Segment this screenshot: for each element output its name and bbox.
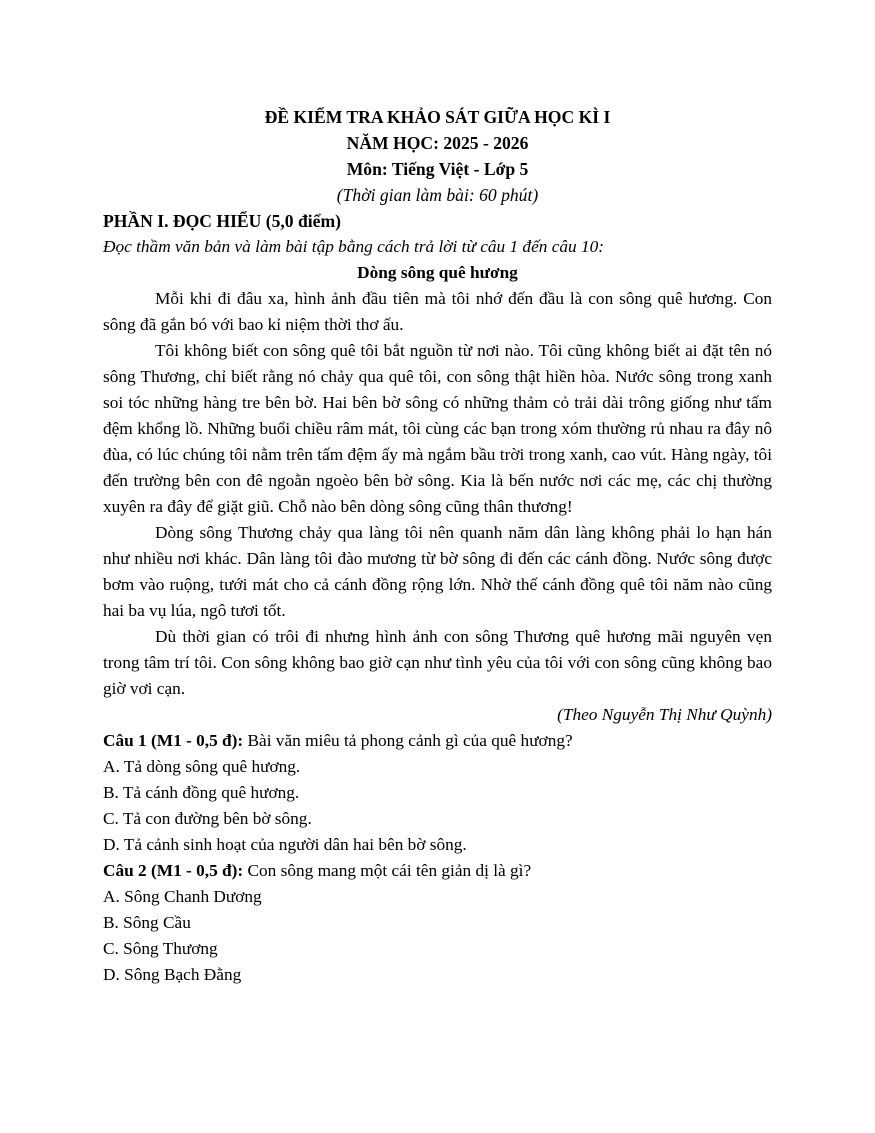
question-2-label: Câu 2 (M1 - 0,5 đ):: [103, 861, 244, 880]
story-paragraph-1: Mỗi khi đi đâu xa, hình ảnh đầu tiên mà tôi nhớ đến đầu là con sông quê hương. Con sông đã gắn bó với bao kỉ niệm thời thơ ấu.: [103, 289, 772, 334]
question-2-option-a: A. Sông Chanh Dương: [103, 887, 262, 906]
question-2-option-c: C. Sông Thương: [103, 939, 218, 958]
exam-page: [103, 104, 772, 988]
section-1-title: PHẦN I. ĐỌC HIỂU (5,0 điểm): [103, 211, 341, 231]
question-2-text: Con sông mang một cái tên giản dị là gì?: [243, 861, 532, 880]
time-limit: (Thời gian làm bài: 60 phút): [336, 185, 539, 205]
question-1-option-b: B. Tả cánh đồng quê hương.: [103, 783, 300, 802]
story-author: (Theo Nguyễn Thị Như Quỳnh): [557, 705, 772, 724]
question-1-option-c: C. Tả con đường bên bờ sông.: [103, 809, 312, 828]
question-1: [103, 728, 772, 858]
question-2-prompt: [103, 858, 772, 884]
question-1-label: Câu 1 (M1 - 0,5 đ):: [103, 731, 244, 750]
question-1-prompt: [103, 728, 772, 754]
question-1-option-a: A. Tả dòng sông quê hương.: [103, 757, 301, 776]
exam-header: [103, 104, 772, 208]
question-1-option-d: D. Tả cảnh sinh hoạt của người dân hai bên bờ sông.: [103, 835, 467, 854]
story-title: Dòng sông quê hương: [357, 263, 518, 282]
subject-line: Môn: Tiếng Việt - Lớp 5: [346, 159, 529, 179]
question-1-text: Bài văn miêu tả phong cảnh gì của quê hương?: [243, 731, 573, 750]
school-year: NĂM HỌC: 2025 - 2026: [346, 133, 529, 153]
exam-title: ĐỀ KIỂM TRA KHẢO SÁT GIỮA HỌC KÌ I: [264, 107, 611, 127]
question-2: [103, 858, 772, 988]
story-paragraph-4: Dù thời gian có trôi đi nhưng hình ảnh con sông Thương quê hương mãi nguyên vẹn trong tâm trí tôi. Con sông không bao giờ cạn như tình yêu của tôi với con sông cũng không bao giờ vơi cạn.: [103, 627, 772, 698]
story-paragraph-2: Tôi không biết con sông quê tôi bắt nguồn từ nơi nào. Tôi cũng không biết ai đặt tên nó sông Thương, chỉ biết rằng nó chảy qua quê tôi, con sông thật hiền hòa. Nước sông trong xanh soi tóc những hàng tre bên bờ. Hai bên bờ sông có những thảm cỏ trải dài trông giống như tấm đệm khổng lồ. Những buổi chiều râm mát, tôi cùng các bạn trong xóm thường rủ nhau ra đây nô đùa, có lúc chúng tôi nằm trên tấm đệm ấy mà ngắm bầu trời trong xanh, cao vút. Hàng ngày, tôi đến trường bên con đê ngoằn ngoèo bên bờ sông. Kia là bến nước nơi các mẹ, các chị thường xuyên ra đây để giặt giũ. Chỗ nào bên dòng sông cũng thân thương!: [103, 341, 772, 516]
question-2-option-b: B. Sông Cầu: [103, 913, 191, 932]
question-2-option-d: D. Sông Bạch Đằng: [103, 965, 242, 984]
section-1-instruction: Đọc thầm văn bản và làm bài tập bằng cách trả lời từ câu 1 đến câu 10:: [103, 237, 605, 256]
story-paragraph-3: Dòng sông Thương chảy qua làng tôi nên quanh năm dân làng không phải lo hạn hán như nhiều nơi khác. Dân làng tôi đào mương từ bờ sông đi đến các cánh đồng. Nước sông được bơm vào ruộng, tưới mát cho cả cánh đồng rộng lớn. Nhờ thế cánh đồng quê tôi năm nào cũng hai ba vụ lúa, ngô tươi tốt.: [103, 523, 772, 620]
reading-passage: [103, 260, 772, 728]
